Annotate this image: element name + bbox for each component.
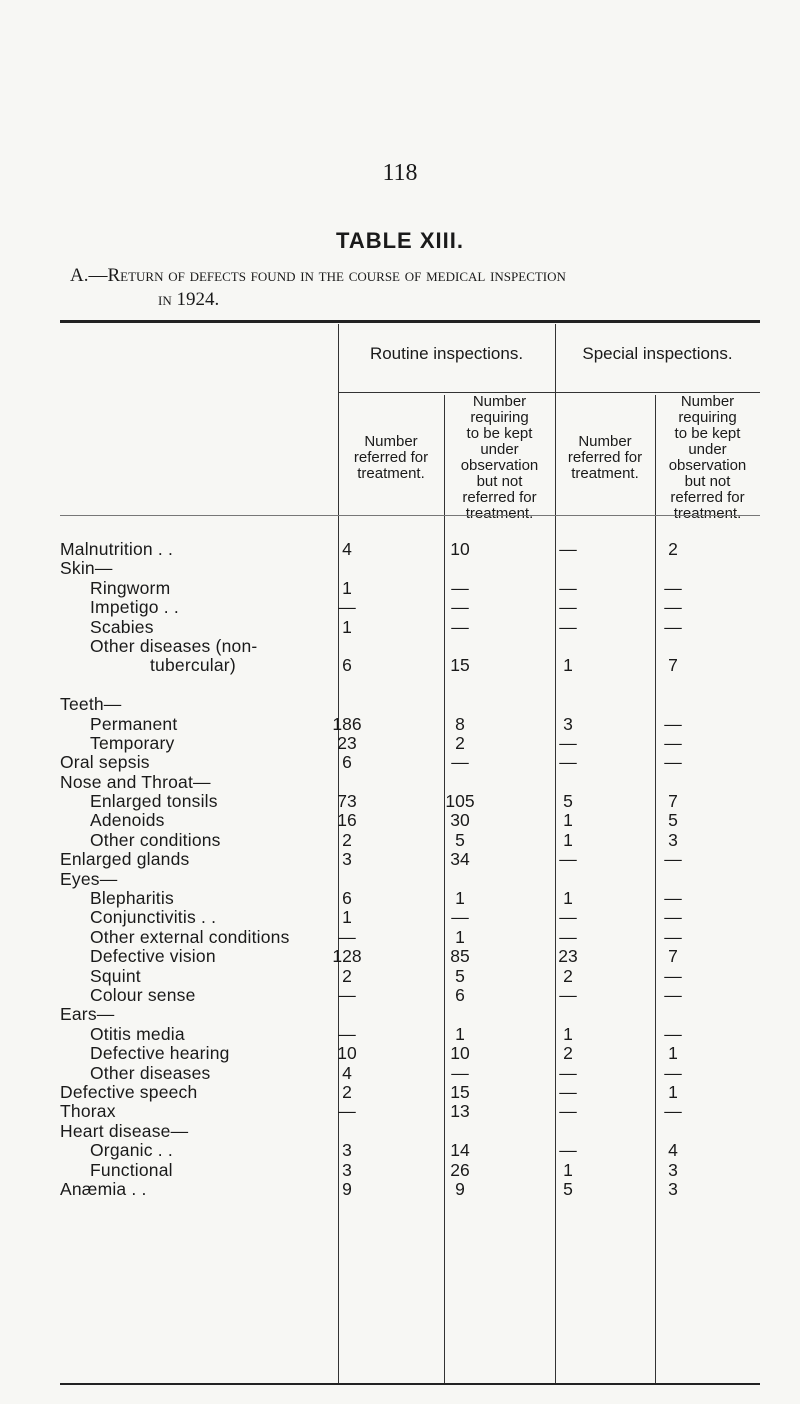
row-cell-col3: 1 — [563, 888, 573, 909]
row-cell-col4: — — [664, 926, 682, 947]
table-row — [60, 559, 760, 578]
table-row — [60, 1025, 760, 1044]
column-header-special-referred: Number referred for treatment. — [567, 433, 643, 482]
row-label: Temporary — [90, 732, 175, 753]
row-cell-col4: — — [664, 713, 682, 734]
row-cell-col1: — — [338, 984, 356, 1005]
table-row — [60, 870, 760, 889]
row-label: Squint — [90, 965, 141, 986]
table-row — [60, 889, 760, 908]
row-cell-col1: 128 — [332, 946, 362, 967]
row-cell-col3: — — [559, 539, 577, 559]
row-label: Functional — [90, 1159, 173, 1180]
row-cell-col3: — — [559, 984, 577, 1005]
table-row — [60, 850, 760, 869]
row-cell-col2: — — [451, 577, 469, 598]
row-label: Anæmia . . — [60, 1178, 147, 1199]
table-row — [60, 811, 760, 830]
row-cell-col2: 15 — [450, 655, 470, 676]
row-cell-col1: 186 — [332, 713, 362, 734]
row-cell-col2: 10 — [450, 539, 470, 559]
row-label: Eyes— — [60, 868, 118, 889]
row-cell-col4: 2 — [668, 539, 678, 559]
row-cell-col1: 73 — [337, 791, 357, 812]
row-cell-col3: — — [559, 1140, 577, 1161]
row-cell-col4: — — [664, 984, 682, 1005]
row-cell-col2: 10 — [450, 1043, 470, 1064]
row-label: Malnutrition . . — [60, 539, 174, 559]
table-row — [60, 831, 760, 850]
row-label: Thorax — [60, 1101, 116, 1122]
row-cell-col4: 5 — [668, 810, 678, 831]
table-row — [60, 1102, 760, 1121]
row-cell-col2: 5 — [455, 829, 465, 850]
row-cell-col1: 9 — [342, 1178, 352, 1199]
column-header-routine-observation: Number requiring to be kept under observation but not referred for treatment. — [460, 393, 539, 522]
row-cell-col2: 30 — [450, 810, 470, 831]
subtitle-line-1: A.—Return of defects found in the course of medical inspection — [70, 265, 566, 286]
table-row — [60, 1161, 760, 1180]
row-cell-col4: — — [664, 888, 682, 909]
row-cell-col1: — — [338, 1023, 356, 1044]
row-cell-col3: — — [559, 1081, 577, 1102]
row-cell-col1: 1 — [342, 616, 352, 637]
row-cell-col2: 105 — [445, 791, 475, 812]
row-cell-col4: 7 — [668, 946, 678, 967]
table-bottom-rule — [60, 1383, 760, 1385]
row-label: Teeth— — [60, 694, 122, 715]
table-row — [60, 928, 760, 947]
row-cell-col3: 5 — [563, 791, 573, 812]
row-cell-col1: 6 — [342, 655, 352, 676]
row-cell-col1: 1 — [342, 577, 352, 598]
row-cell-col4: 7 — [668, 655, 678, 676]
row-cell-col4: — — [664, 597, 682, 618]
table-row — [60, 715, 760, 734]
row-cell-col2: 1 — [455, 926, 465, 947]
group-header-routine: Routine inspections. — [369, 344, 524, 363]
row-cell-col2: 15 — [450, 1081, 470, 1102]
table-row — [60, 1044, 760, 1063]
row-label: Defective hearing — [90, 1043, 230, 1064]
group-header-special: Special inspections. — [582, 344, 733, 363]
row-cell-col1: — — [338, 1101, 356, 1122]
row-cell-col3: 23 — [558, 946, 578, 967]
row-cell-col4: 1 — [668, 1081, 678, 1102]
row-cell-col3: 1 — [563, 1023, 573, 1044]
table-row — [60, 598, 760, 617]
row-cell-col4: 3 — [668, 829, 678, 850]
row-cell-col4: 3 — [668, 1178, 678, 1199]
row-cell-col1: — — [338, 597, 356, 618]
row-cell-col3: — — [559, 1101, 577, 1122]
row-label: Skin— — [60, 558, 113, 579]
table-row — [60, 1064, 760, 1083]
row-cell-col1: 3 — [342, 849, 352, 870]
row-cell-col1: 10 — [337, 1043, 357, 1064]
row-label: Other diseases (non- — [90, 635, 258, 656]
row-cell-col1: 3 — [342, 1159, 352, 1180]
row-label: Defective vision — [90, 946, 216, 967]
row-cell-col3: — — [559, 926, 577, 947]
table-row — [60, 967, 760, 986]
table-row — [60, 908, 760, 927]
row-label: Defective speech — [60, 1081, 198, 1102]
row-cell-col2: — — [451, 752, 469, 773]
row-cell-col2: 8 — [455, 713, 465, 734]
row-cell-col1: 2 — [342, 965, 352, 986]
row-label: Other diseases — [90, 1062, 211, 1083]
row-cell-col1: 4 — [342, 1062, 352, 1083]
row-cell-col2: 1 — [455, 888, 465, 909]
row-label: Other conditions — [90, 829, 221, 850]
table-row — [60, 1180, 760, 1199]
row-cell-col3: 1 — [563, 1159, 573, 1180]
row-cell-col2: — — [451, 907, 469, 928]
row-cell-col3: — — [559, 577, 577, 598]
row-label: Impetigo . . — [90, 597, 179, 618]
row-cell-col1: — — [338, 926, 356, 947]
row-cell-col3: 1 — [563, 810, 573, 831]
table-body — [60, 540, 760, 1199]
row-cell-col2: 9 — [455, 1178, 465, 1199]
row-label: Oral sepsis — [60, 752, 150, 773]
row-cell-col1: 3 — [342, 1140, 352, 1161]
row-cell-col2: — — [451, 616, 469, 637]
table-subtitle — [70, 264, 750, 312]
row-cell-col4: — — [664, 1101, 682, 1122]
row-cell-col2: — — [451, 597, 469, 618]
page-number: 118 — [382, 160, 418, 186]
row-cell-col3: 2 — [563, 965, 573, 986]
row-label: Nose and Throat— — [60, 771, 211, 792]
row-cell-col3: 3 — [563, 713, 573, 734]
table-row — [60, 1141, 760, 1160]
table-row — [60, 773, 760, 792]
row-label: Conjunctivitis . . — [90, 907, 217, 928]
table-row — [60, 753, 760, 772]
row-label: Adenoids — [90, 810, 165, 831]
row-label: Ringworm — [90, 577, 171, 598]
row-label: Other external conditions — [90, 926, 290, 947]
row-cell-col2: 2 — [455, 732, 465, 753]
row-cell-col1: 2 — [342, 1081, 352, 1102]
row-cell-col2: 6 — [455, 984, 465, 1005]
table-row — [60, 1083, 760, 1102]
row-cell-col2: 13 — [450, 1101, 470, 1122]
row-cell-col4: 1 — [668, 1043, 678, 1064]
row-cell-col4: — — [664, 849, 682, 870]
table-row — [60, 986, 760, 1005]
row-cell-col3: 2 — [563, 1043, 573, 1064]
table-row — [60, 579, 760, 598]
row-label: Blepharitis — [90, 888, 174, 909]
row-cell-col3: — — [559, 752, 577, 773]
row-label: Scabies — [90, 616, 154, 637]
row-cell-col4: — — [664, 1023, 682, 1044]
row-cell-col4: — — [664, 965, 682, 986]
column-header-routine-referred: Number referred for treatment. — [353, 433, 429, 482]
row-label: Permanent — [90, 713, 178, 734]
row-cell-col3: — — [559, 1062, 577, 1083]
row-label: Otitis media — [90, 1023, 185, 1044]
row-cell-col2: 85 — [450, 946, 470, 967]
header-bottom-rule — [60, 515, 760, 516]
row-cell-col4: — — [664, 752, 682, 773]
row-cell-col1: 1 — [342, 907, 352, 928]
row-label: Enlarged tonsils — [90, 791, 218, 812]
subtitle-line-2: in 1924. — [158, 289, 220, 310]
row-cell-col3: 1 — [563, 655, 573, 676]
row-cell-col4: — — [664, 1062, 682, 1083]
row-cell-col4: 3 — [668, 1159, 678, 1180]
row-cell-col4: — — [664, 732, 682, 753]
table-row — [60, 637, 760, 656]
row-label: Enlarged glands — [60, 849, 190, 870]
row-cell-col3: 5 — [563, 1178, 573, 1199]
row-cell-col2: 26 — [450, 1159, 470, 1180]
row-cell-col3: — — [559, 907, 577, 928]
table-row — [60, 947, 760, 966]
row-cell-col3: — — [559, 732, 577, 753]
row-cell-col4: — — [664, 616, 682, 637]
row-label: Colour sense — [90, 984, 196, 1005]
row-cell-col2: 1 — [455, 1023, 465, 1044]
row-cell-col1: 4 — [342, 539, 352, 559]
table-row — [60, 1122, 760, 1141]
row-cell-col4: 4 — [668, 1140, 678, 1161]
row-cell-col1: 2 — [342, 829, 352, 850]
table-top-rule — [60, 320, 760, 323]
table-row — [60, 656, 760, 675]
table-row — [60, 734, 760, 753]
row-cell-col4: — — [664, 577, 682, 598]
row-label: tubercular) — [150, 655, 236, 676]
row-cell-col2: 34 — [450, 849, 470, 870]
row-cell-col3: — — [559, 597, 577, 618]
row-cell-col2: — — [451, 1062, 469, 1083]
row-cell-col4: — — [664, 907, 682, 928]
row-cell-col3: 1 — [563, 829, 573, 850]
row-cell-col2: 5 — [455, 965, 465, 986]
row-cell-col1: 6 — [342, 888, 352, 909]
row-cell-col4: 7 — [668, 791, 678, 812]
column-header-special-observation: Number requiring to be kept under observation but not referred for treatment. — [668, 393, 747, 522]
row-label: Organic . . — [90, 1140, 173, 1161]
table-row — [60, 540, 760, 559]
row-cell-col1: 6 — [342, 752, 352, 773]
table-title: TABLE XIII. — [336, 228, 464, 253]
table-row — [60, 618, 760, 637]
table-row — [60, 792, 760, 811]
table-row — [60, 676, 760, 695]
row-label: Ears— — [60, 1004, 115, 1025]
row-cell-col3: — — [559, 849, 577, 870]
row-cell-col2: 14 — [450, 1140, 470, 1161]
table-row — [60, 1005, 760, 1024]
row-cell-col3: — — [559, 616, 577, 637]
row-label: Heart disease— — [60, 1120, 189, 1141]
row-cell-col1: 23 — [337, 732, 357, 753]
row-cell-col1: 16 — [337, 810, 357, 831]
table-row — [60, 695, 760, 714]
